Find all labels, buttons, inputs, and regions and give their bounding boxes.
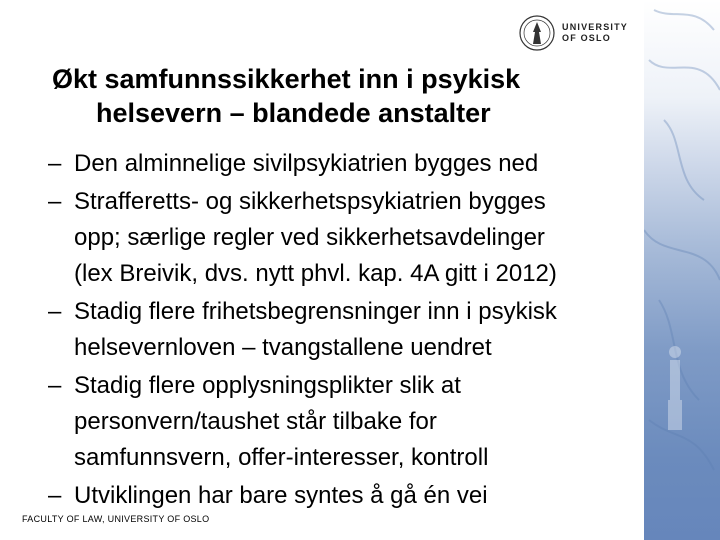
bullet-dash: – [48,188,62,215]
bullet-list [48,146,648,516]
bullet-item [48,368,648,476]
slide-title [52,62,612,130]
bullet-text-continued: opp; særlige regler ved sikkerhetsavdelinger [74,224,545,251]
bullet-text-continued: helsevernloven – tvangstallene uendret [74,334,492,361]
logo-line-1: UNIVERSITY [562,22,629,32]
bullet-text: Strafferetts- og sikkerhetspsykiatrien bygges [74,188,546,215]
bullet-dash: – [48,482,62,509]
bullet-dash: – [48,150,62,177]
title-line-1: Økt samfunnssikkerhet inn i psykisk [52,64,521,94]
bullet-item [48,184,648,292]
bullet-text-continued: personvern/taushet står tilbake for [74,408,437,435]
bullet-dash: – [48,372,62,399]
bullet-text: Utviklingen har bare syntes å gå én vei [74,482,488,509]
bullet-dash: – [48,298,62,325]
university-seal-icon [518,14,556,52]
footer-text: FACULTY OF LAW, UNIVERSITY OF OSLO [22,514,210,524]
logo-line-2: OF OSLO [562,33,611,43]
decorative-side-panel [644,0,720,540]
statue-illustration [644,0,720,540]
bullet-text-continued: samfunnsvern, offer-interesser, kontroll [74,444,489,471]
bullet-text-continued: (lex Breivik, dvs. nytt phvl. kap. 4A gitt i 2012) [74,260,557,287]
bullet-text: Stadig flere opplysningsplikter slik at [74,372,461,399]
bullet-item [48,294,648,366]
bullet-item [48,146,648,182]
bullet-text: Den alminnelige sivilpsykiatrien bygges ned [74,150,539,177]
bullet-text: Stadig flere frihetsbegrensninger inn i psykisk [74,298,557,325]
title-line-2: helsevern – blandede anstalter [96,98,491,128]
university-logo [518,14,633,54]
bullet-item [48,478,648,514]
